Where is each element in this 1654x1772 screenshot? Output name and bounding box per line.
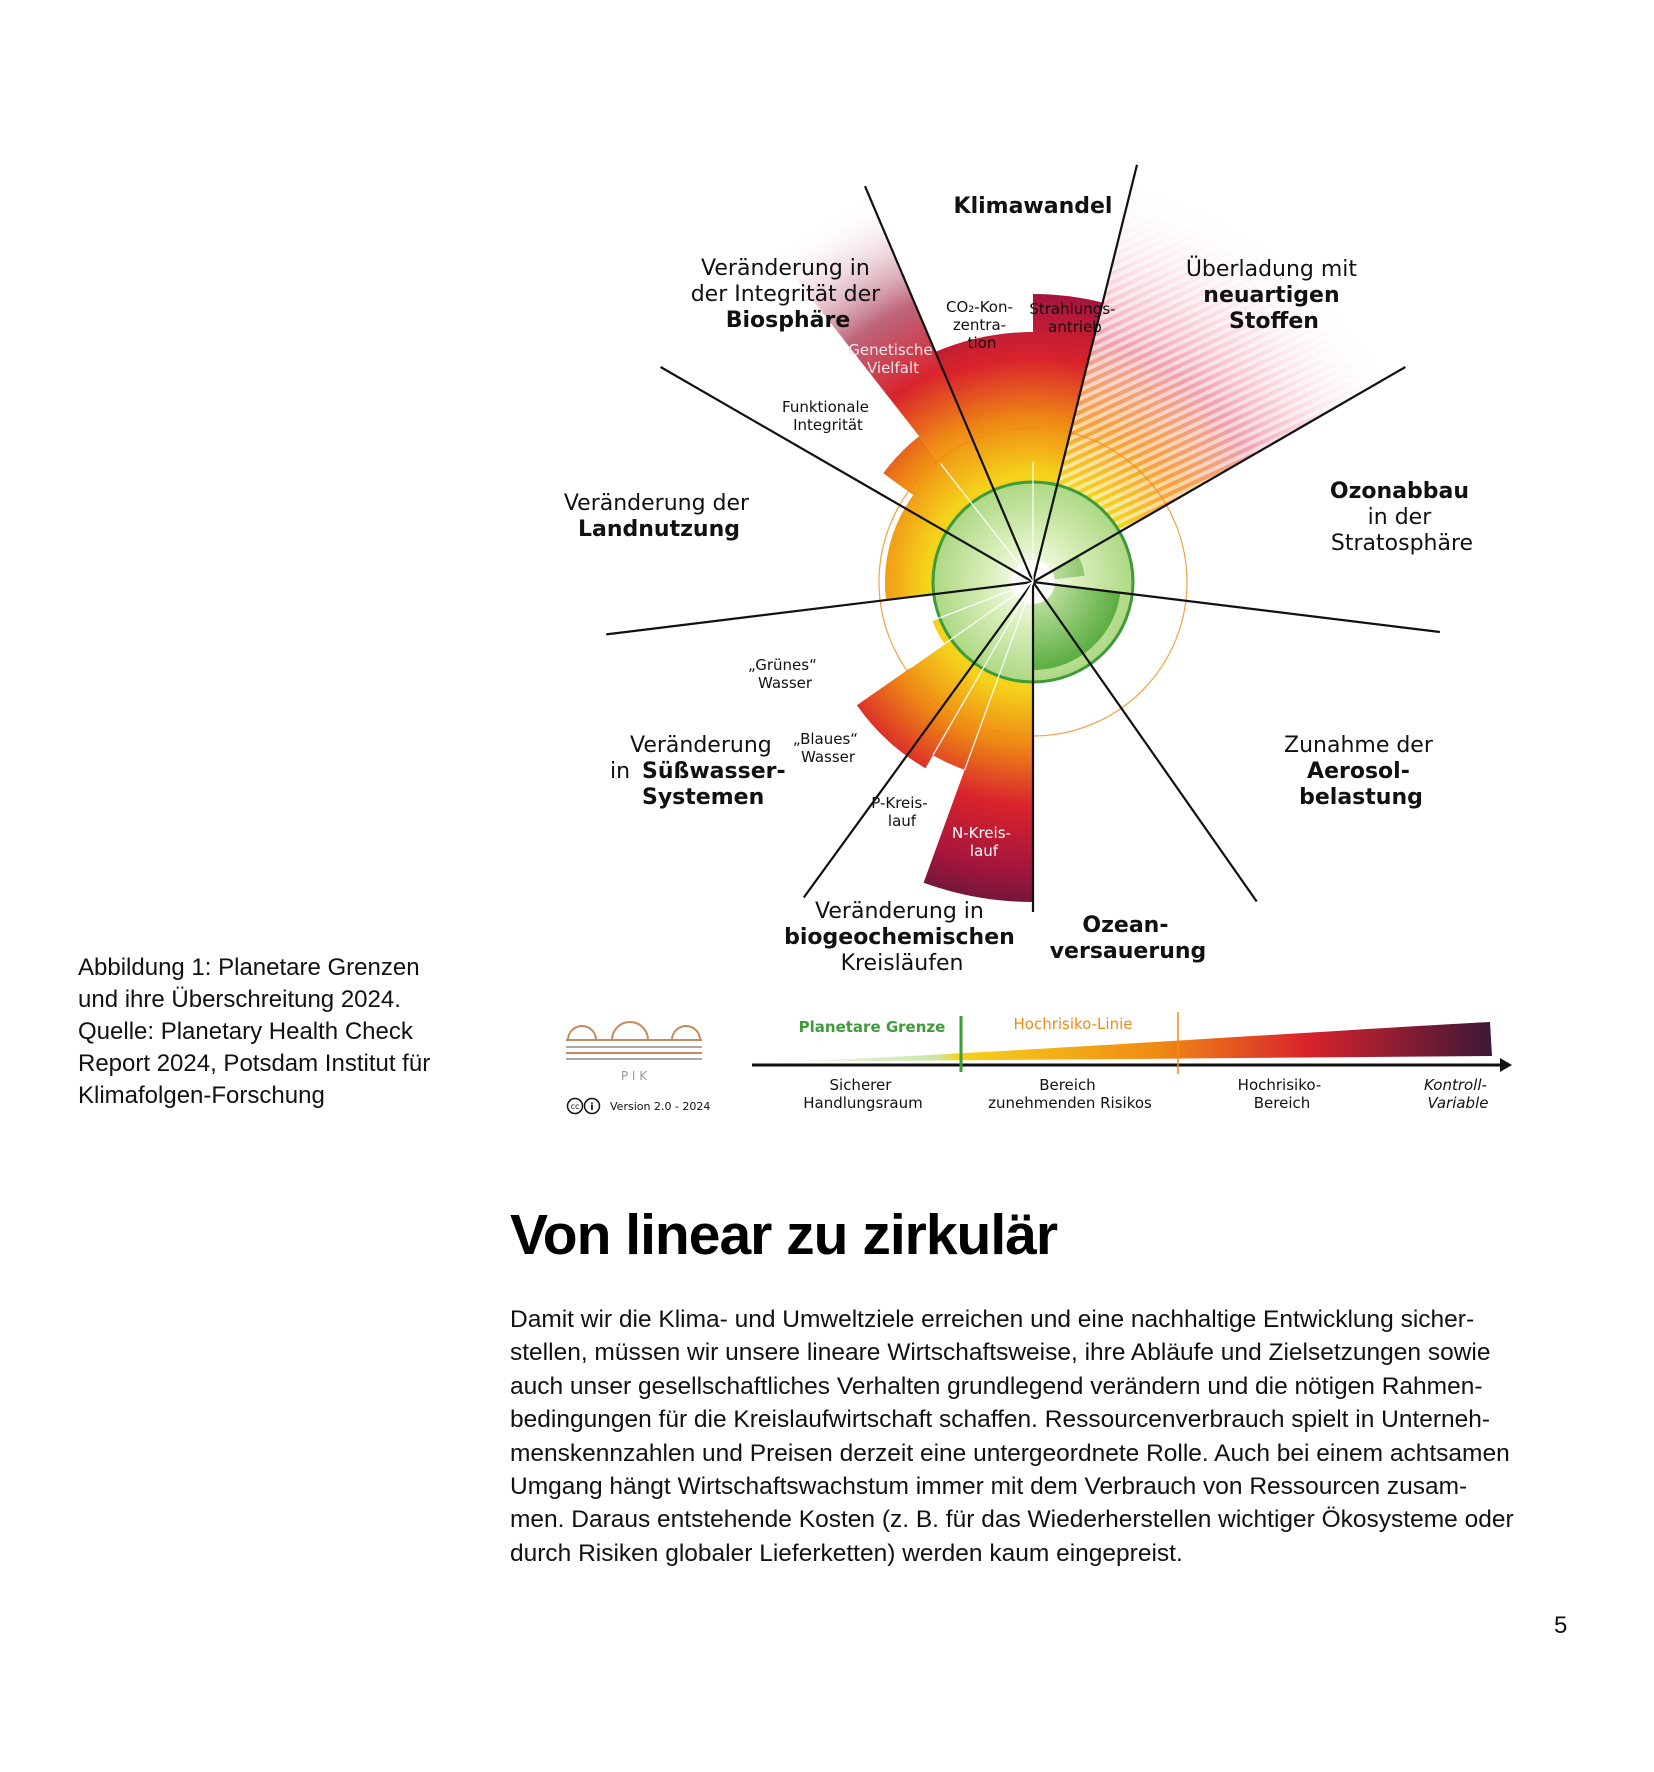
version-text: Version 2.0 - 2024 [610, 1100, 711, 1113]
label-biosphaere: Veränderung in der Integrität der Biosphäre [690, 256, 881, 333]
cc-by-badge [568, 1099, 600, 1114]
caption-line: Quelle: Planetary Health Check [78, 1018, 413, 1045]
figure-caption [78, 952, 478, 1112]
label-n-kreislauf: N-Kreis- lauf [951, 824, 1011, 860]
label-blaues-wasser: „Blaues“ Wasser [792, 730, 859, 766]
caption-line: Klimafolgen-Forschung [78, 1082, 325, 1109]
caption-line: Report 2024, Potsdam Institut für [78, 1050, 431, 1077]
legend-planetare-grenze: Planetare Grenze [798, 1018, 946, 1036]
label-suesswasser: Veränderung in Süßwasser- Systemen [610, 733, 786, 810]
label-ozonabbau: Ozonabbau in der Stratosphäre [1329, 479, 1474, 556]
legend-hochrisiko-linie: Hochrisiko-Linie [1013, 1015, 1133, 1033]
pik-logo-text: P I K [620, 1069, 648, 1083]
page-number: 5 [1554, 1612, 1568, 1639]
section-heading: Von linear zu zirkulär [510, 1203, 1058, 1267]
label-klimawandel: Klimawandel [953, 194, 1113, 219]
body-line: auch unser gesellschaftliches Verhalten grundlegend verändern und die nötigen Rahmen- [510, 1372, 1483, 1400]
legend-control-variable: Kontroll- Variable [1423, 1076, 1489, 1112]
body-line: bedingungen für die Kreislaufwirtschaft schaffen. Ressourcenverbrauch spielt in Unterneh- [510, 1406, 1491, 1434]
body-line: menskennzahlen und Preisen derzeit eine untergeordnete Rolle. Auch bei einem achtsamen [510, 1439, 1510, 1467]
legend [752, 1012, 1512, 1112]
body-line: men. Daraus entstehende Kosten (z. B. für das Wiederherstellen wichtiger Ökosysteme oder [510, 1506, 1514, 1534]
body-line: stellen, müssen wir unsere lineare Wirtschaftsweise, ihre Abläufe und Zielsetzungen sowie [510, 1339, 1491, 1367]
pik-logo [566, 1022, 702, 1059]
body-line: Umgang hängt Wirtschaftswachstum immer mit dem Verbrauch von Ressourcen zusam- [510, 1473, 1468, 1501]
label-aerosolbelastung: Zunahme der Aerosol- belastung [1284, 733, 1433, 810]
label-gruenes-wasser: „Grünes“ Wasser [748, 656, 817, 692]
sector-divider-line [1033, 582, 1257, 902]
label-ozeanversauerung: Ozean- versauerung [1049, 913, 1207, 964]
cc-mark: cc [570, 1102, 580, 1111]
legend-zone-high-risk: Hochrisiko- Bereich [1237, 1076, 1322, 1112]
label-co2-konzentration: CO₂-Kon- zentra- tion [946, 298, 1013, 352]
legend-zone-increasing-risk: Bereich zunehmenden Risikos [988, 1076, 1152, 1112]
body-line: durch Risiken globaler Lieferketten) werden kaum eingepreist. [510, 1539, 1183, 1567]
label-genetische-vielfalt: Genetische Vielfalt [848, 341, 933, 377]
label-neuartige-stoffe: Überladung mit neuartigen Stoffen [1185, 257, 1358, 334]
legend-zone-safe: Sicherer Handlungsraum [803, 1076, 923, 1112]
label-funktionale-integritaet: Funktionale Integrität [782, 398, 869, 434]
label-landnutzung: Veränderung der Landnutzung [563, 491, 750, 542]
label-biogeochemische-kreislaeufe: Veränderung in biogeochemischen Kreisläufen [784, 899, 1015, 976]
legend-axis-arrow [1500, 1058, 1512, 1072]
label-p-kreislauf: P-Kreis- lauf [871, 794, 928, 830]
body-paragraph [510, 1303, 1630, 1570]
body-line: Damit wir die Klima- und Umweltziele erreichen und eine nachhaltige Entwicklung sicher- [510, 1306, 1475, 1333]
label-strahlungsantrieb: Strahlungs- antrieb [1029, 300, 1116, 336]
caption-line: und ihre Überschreitung 2024. [78, 986, 401, 1013]
by-mark: i [590, 1102, 594, 1113]
caption-line: Abbildung 1: Planetare Grenzen [78, 954, 420, 981]
